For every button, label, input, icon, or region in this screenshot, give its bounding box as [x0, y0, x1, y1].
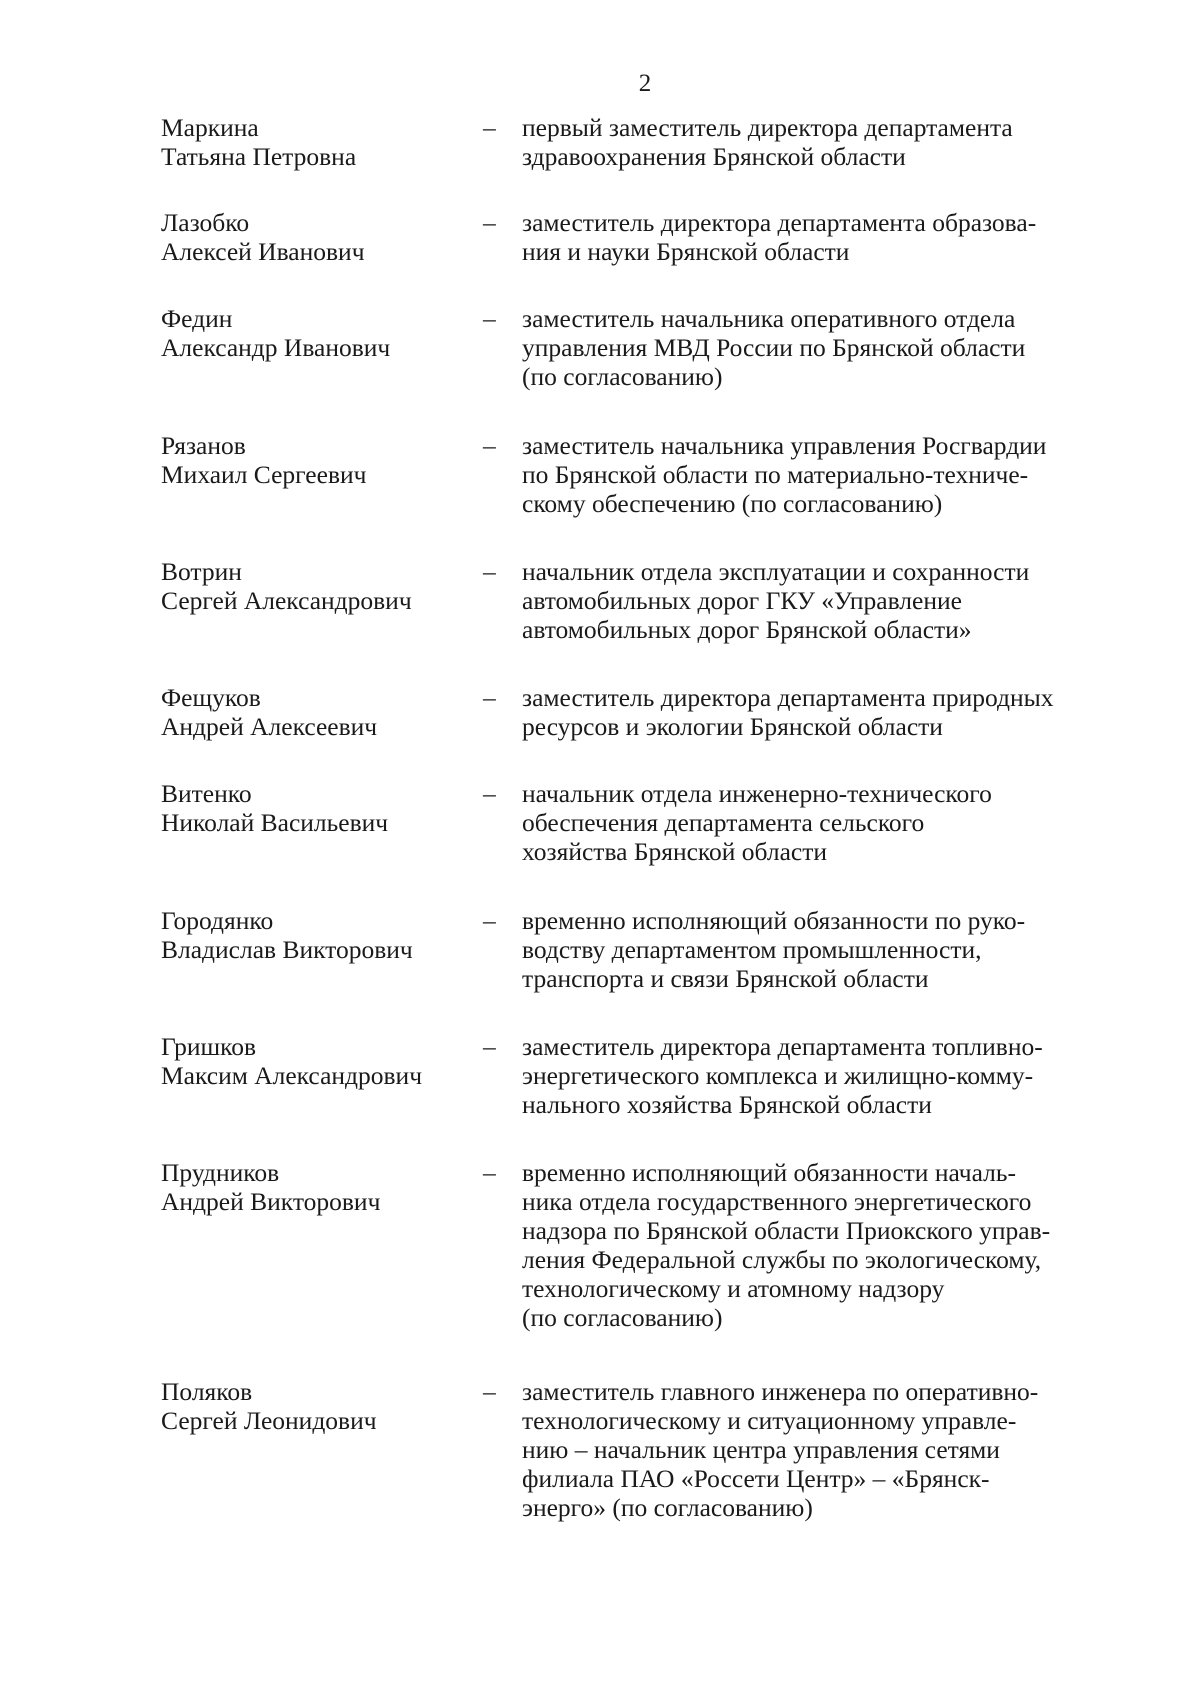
member-surname: Рязанов — [161, 431, 246, 460]
member-given-name: Сергей Александрович — [161, 586, 412, 615]
member-name — [161, 683, 481, 741]
member-position — [522, 683, 1122, 741]
member-name — [161, 1377, 481, 1435]
position-line: начальник отдела инженерно-технического — [522, 779, 992, 808]
member-surname: Лазобко — [161, 208, 250, 237]
position-line: энергетического комплекса и жилищно-комму- — [522, 1061, 1034, 1090]
member-position — [522, 1377, 1122, 1522]
position-line: временно исполняющий обязанности по руко- — [522, 906, 1026, 935]
member-surname: Маркина — [161, 113, 259, 142]
member-position — [522, 1032, 1122, 1119]
position-line: по Брянской области по материально-техниче- — [522, 460, 1029, 489]
member-position — [522, 304, 1122, 391]
position-line: управления МВД России по Брянской области — [522, 333, 1026, 362]
member-surname: Федин — [161, 304, 233, 333]
page-number: 2 — [638, 70, 652, 97]
member-name — [161, 906, 481, 964]
position-line: автомобильных дорог Брянской области» — [522, 615, 972, 644]
position-line: автомобильных дорог ГКУ «Управление — [522, 586, 962, 615]
member-name — [161, 304, 481, 362]
position-line: транспорта и связи Брянской области — [522, 964, 929, 993]
position-line: нального хозяйства Брянской области — [522, 1090, 932, 1119]
position-line: надзора по Брянской области Приокского управ- — [522, 1216, 1051, 1245]
member-given-name: Алексей Иванович — [161, 237, 365, 266]
position-line: филиала ПАО «Россети Центр» – «Брянск- — [522, 1464, 990, 1493]
member-given-name: Максим Александрович — [161, 1061, 423, 1090]
member-position — [522, 906, 1122, 993]
separator-dash: – — [483, 683, 496, 712]
member-name — [161, 557, 481, 615]
separator-dash: – — [483, 1158, 496, 1187]
member-surname: Фещуков — [161, 683, 261, 712]
position-line: обеспечения департамента сельского — [522, 808, 925, 837]
position-line: нию – начальник центра управления сетями — [522, 1435, 1000, 1464]
separator-dash: – — [483, 208, 496, 237]
position-line: технологическому и ситуационному управле- — [522, 1406, 1017, 1435]
position-line: ника отдела государственного энергетического — [522, 1187, 1032, 1216]
separator-dash: – — [483, 906, 496, 935]
member-position — [522, 113, 1122, 171]
member-position — [522, 431, 1122, 518]
member-surname: Гришков — [161, 1032, 257, 1061]
member-name — [161, 1032, 481, 1090]
member-surname: Прудников — [161, 1158, 280, 1187]
position-line: заместитель директора департамента топливно- — [522, 1032, 1043, 1061]
position-line: заместитель директора департамента образова- — [522, 208, 1037, 237]
member-position — [522, 1158, 1122, 1332]
member-given-name: Владислав Викторович — [161, 935, 413, 964]
position-line: заместитель директора департамента природных — [522, 683, 1054, 712]
member-surname: Вотрин — [161, 557, 242, 586]
member-name — [161, 431, 481, 489]
separator-dash: – — [483, 431, 496, 460]
separator-dash: – — [483, 1377, 496, 1406]
position-line: ления Федеральной службы по экологическому, — [522, 1245, 1042, 1274]
separator-dash: – — [483, 1032, 496, 1061]
separator-dash: – — [483, 304, 496, 333]
position-line: здравоохранения Брянской области — [522, 142, 906, 171]
position-line: скому обеспечению (по согласованию) — [522, 489, 943, 518]
position-line: хозяйства Брянской области — [522, 837, 828, 866]
member-position — [522, 208, 1122, 266]
separator-dash: – — [483, 779, 496, 808]
position-line: (по согласованию) — [522, 362, 723, 391]
member-given-name: Николай Васильевич — [161, 808, 389, 837]
member-given-name: Михаил Сергеевич — [161, 460, 367, 489]
member-given-name: Сергей Леонидович — [161, 1406, 377, 1435]
position-line: энерго» (по согласованию) — [522, 1493, 813, 1522]
position-line: первый заместитель директора департамента — [522, 113, 1013, 142]
member-surname: Городянко — [161, 906, 274, 935]
member-name — [161, 113, 481, 171]
position-line: водству департаментом промышленности, — [522, 935, 982, 964]
member-given-name: Александр Иванович — [161, 333, 391, 362]
position-line: ния и науки Брянской области — [522, 237, 850, 266]
position-line: заместитель начальника оперативного отдела — [522, 304, 1016, 333]
member-name — [161, 1158, 481, 1216]
member-position — [522, 779, 1122, 866]
member-position — [522, 557, 1122, 644]
member-name — [161, 208, 481, 266]
member-given-name: Андрей Алексеевич — [161, 712, 378, 741]
member-name — [161, 779, 481, 837]
position-line: заместитель начальника управления Росгвардии — [522, 431, 1047, 460]
position-line: (по согласованию) — [522, 1303, 723, 1332]
position-line: временно исполняющий обязанности началь- — [522, 1158, 1016, 1187]
separator-dash: – — [483, 113, 496, 142]
position-line: заместитель главного инженера по оперативно- — [522, 1377, 1039, 1406]
position-line: начальник отдела эксплуатации и сохранности — [522, 557, 1030, 586]
separator-dash: – — [483, 557, 496, 586]
member-surname: Витенко — [161, 779, 252, 808]
member-given-name: Татьяна Петровна — [161, 142, 357, 171]
position-line: технологическому и атомному надзору — [522, 1274, 945, 1303]
position-line: ресурсов и экологии Брянской области — [522, 712, 943, 741]
member-surname: Поляков — [161, 1377, 253, 1406]
member-given-name: Андрей Викторович — [161, 1187, 381, 1216]
